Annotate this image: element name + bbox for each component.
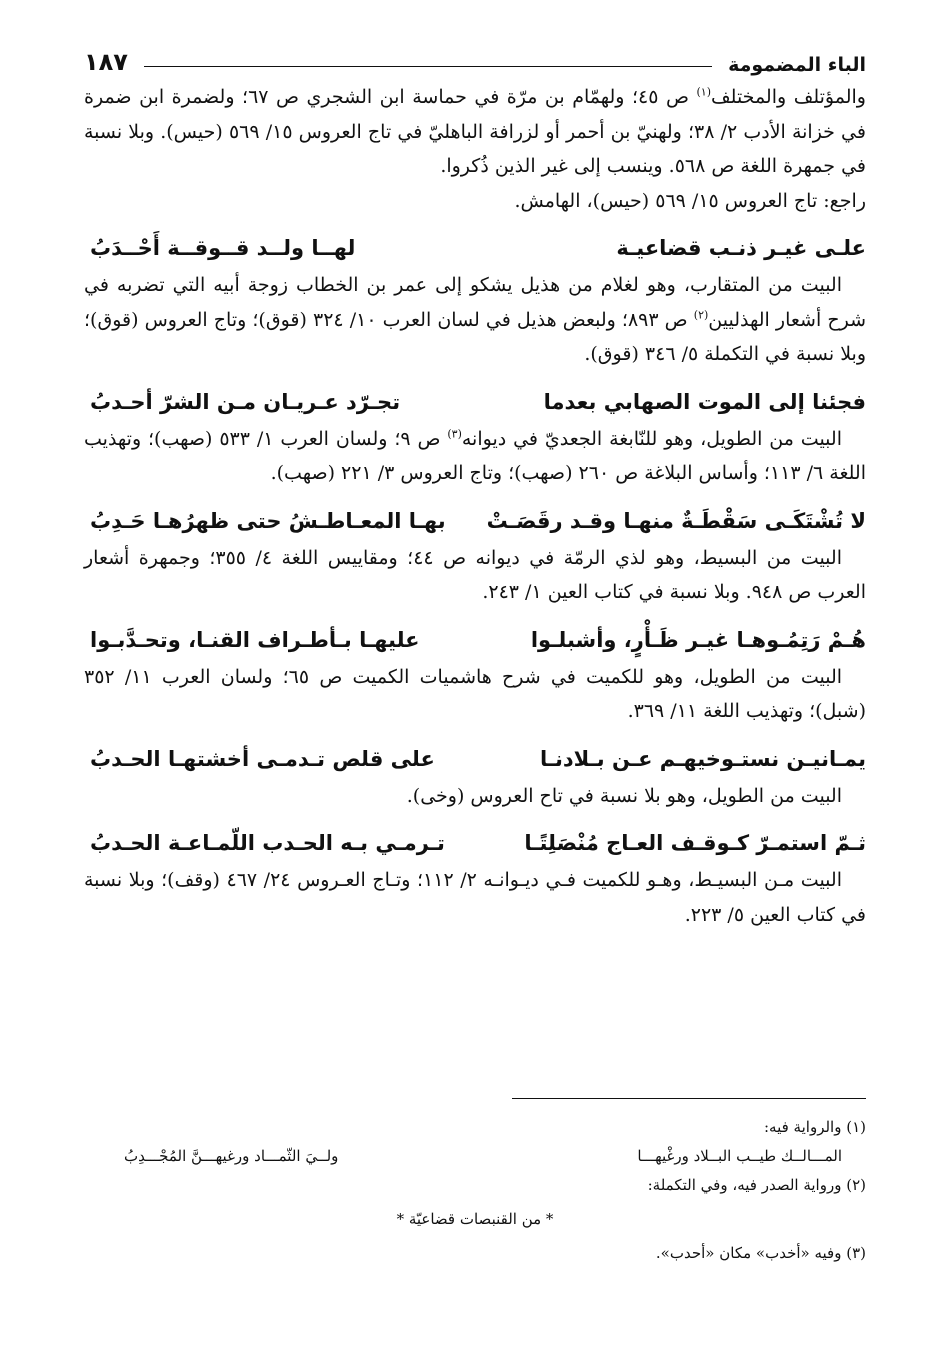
verse-first-hemistich: علـى غيـر ذنـب قضاعيـة [616, 236, 866, 260]
verse-commentary: البيت من الطويل، وهو للكميت في شرح هاشميات الكميت ص ٦٥؛ ولسان العرب ١١/ ٣٥٢ (شبل)؛ وتهذيب اللغة ١١/ ٣٦٩. [84, 665, 866, 722]
verse-line [84, 501, 866, 541]
verse-entry [84, 228, 866, 372]
verse-second-hemistich: بهـا المعـاطـشُ حتى ظهرُهـا حَـدِبُ [90, 508, 446, 533]
page-number: ١٨٧ [84, 48, 128, 76]
verse-second-hemistich: عليهـا بـأطـراف القنـا، وتحـدَّبـوا [90, 627, 420, 652]
verse-second-hemistich: لهــا ولــد قــوقــة أَحْــدَبُ [90, 236, 356, 260]
verse-line [84, 739, 866, 779]
verse-commentary: البيت مـن البسيـط، وهـو للكميت فـي ديـوانـه ٢/ ١١٢؛ وتـاج العـروس ٢٤/ ٤٦٧ (وقف)؛ وبلا نسبة في كتاب العين ٥/ ٢٢٣. [84, 869, 866, 926]
verse-second-hemistich: تجـرّد عـريـان مـن الشرّ أحـدبُ [90, 389, 401, 414]
verse-first-hemistich: فجئنا إلى الموت الصهابي بعدما [543, 389, 866, 414]
footnote-ref: (٢) [693, 308, 709, 322]
verse-line [84, 823, 866, 863]
intro-paragraph [84, 80, 866, 184]
intro-text-pre: والمؤتلف والمختلف [710, 86, 866, 108]
verse-second-hemistich: تـرمـي بـه الحـدب اللّمـاعـة الحـدبُ [90, 831, 445, 855]
verse-commentary [84, 422, 866, 491]
footnote-1-label: (١) والرواية فيه: [764, 1118, 866, 1136]
commentary-text-post: ص ٩؛ ولسان العرب ١/ ٥٣٣ (صهب)؛ وتهذيب اللغة ٦/ ١١٣؛ وأساس البلاغة ص ٢٦٠ (صهب)؛ وتاج العروس ٣/ ٢٢١ (صهب). [84, 427, 866, 484]
verse-entry [84, 382, 866, 491]
footnote-1-second-hemistich: ولــيَ الثّمـــاد ورغيهـــنَّ المُجْـــدِبُ [124, 1147, 339, 1165]
verse-first-hemistich: هُـمْ رَتِمُـوهـا غيـر ظَـأْرٍ، وأشبلـوا [530, 627, 866, 652]
footnote-rule [512, 1098, 866, 1099]
verse-first-hemistich: ثـمّ استمـرّ كـوقـف العـاج مُنْصَلِتًـا [524, 831, 866, 855]
page-header [84, 28, 866, 76]
verse-first-hemistich: لا تُشْتَكَـى سَقْطَـةٌ منهـا وقـد رقَصَـتْ [486, 508, 866, 533]
commentary-text-post: ص ٨٩٣؛ ولبعض هذيل في لسان العرب ١٠/ ٣٢٤ (قوق)؛ وتاج العروس (قوق)؛ وبلا نسبة في التكملة ٥/ ٣٤٦ (قوق). [84, 308, 866, 365]
book-page [84, 28, 866, 1328]
footnote-2-quote: * من القنبصات قضاعيّة * [396, 1210, 554, 1228]
intro-text-post: ص ٤٥؛ ولهمّام بن مرّة في حماسة ابن الشجري ص ٦٧؛ ولضمرة ابن ضمرة في خزانة الأدب ٢/ ٣٨؛ ولهنيّ بن أحمر أو لزرافة الباهليّ في تاج العروس ١٥/ ٥٦٩ (حيس). وبلا نسبة في جمهرة اللغة ص ٥٦٨. وينسب إلى غير الذين ذُكروا. [84, 86, 866, 177]
footnote-3: (٣) وفيه «أخدب» مكان «أحدب». [655, 1244, 866, 1262]
footnotes-section [84, 1098, 866, 1267]
verse-entry [84, 501, 866, 610]
verse-entry [84, 620, 866, 729]
verse-first-hemistich: يمـانيـن نستـوخيهـم عـن بـلادنـا [539, 746, 866, 771]
section-title: الباء المضمومة [728, 54, 866, 76]
footnote-ref: (١) [696, 85, 711, 99]
verse-line [84, 228, 866, 268]
footnote-2-label: (٢) ورواية الصدر فيه، وفي التكملة: [647, 1176, 866, 1194]
footnote-1-verse [84, 1141, 866, 1171]
intro-reference: راجع: تاج العروس ١٥/ ٥٦٩ (حيس)، الهامش. [514, 189, 866, 212]
verse-commentary: البيت من الطويل، وهو بلا نسبة في تاح العروس (وخى). [406, 784, 842, 807]
verse-entry [84, 739, 866, 814]
header-rule [144, 66, 712, 67]
footnote-ref: (٣) [447, 427, 462, 441]
verse-second-hemistich: على قلص تـدمـى أخشتهـا الحـدبُ [90, 746, 435, 771]
verse-commentary: البيت من البسيط، وهو لذي الرمّة في ديوانه ص ٤٤؛ ومقاييس اللغة ٤/ ٣٥٥؛ وجمهرة أشعار العرب ص ٩٤٨. وبلا نسبة في كتاب العين ١/ ٢٤٣. [84, 546, 866, 603]
verse-commentary [84, 268, 866, 372]
footnote-1-first-hemistich: المـــالــك طيــب البــلاد ورغْيهـــا [637, 1147, 842, 1165]
verse-line [84, 382, 866, 422]
verse-entry [84, 823, 866, 932]
verse-line [84, 620, 866, 660]
commentary-text-pre: البيت من الطويل، وهو للنّابغة الجعديّ في ديوانه [461, 427, 842, 450]
commentary-text-pre: البيت من المتقارب، وهو لغلام من هذيل يشكو إلى عمر بن الخطاب زوجة أبيه التي تضربه في شرح أشعار الهذليين [84, 274, 866, 331]
